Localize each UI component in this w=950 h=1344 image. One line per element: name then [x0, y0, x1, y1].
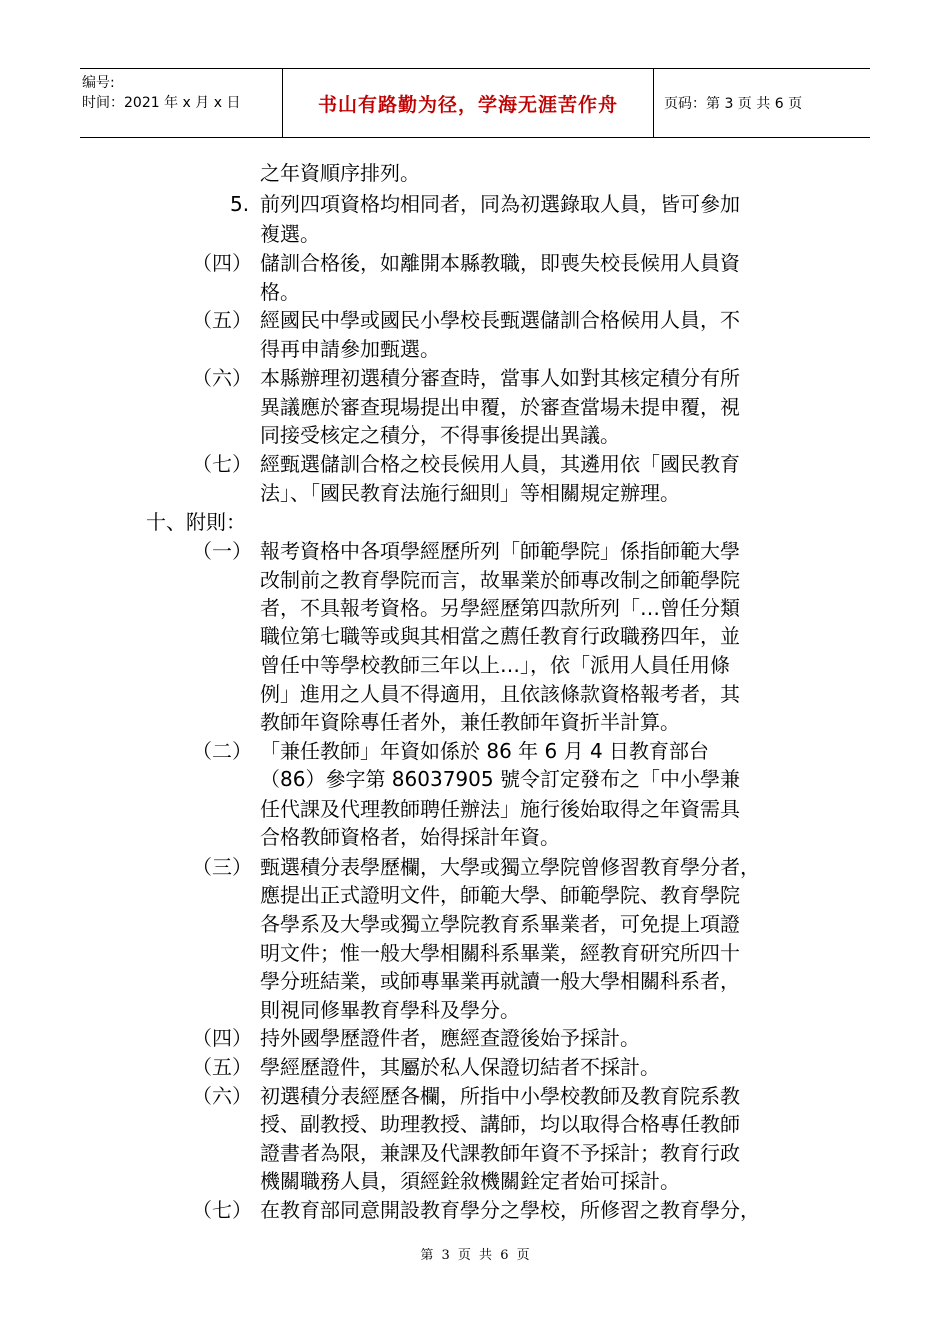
text-line: 改制前之教育學院而言，故畢業於師專改制之師範學院 [260, 568, 740, 592]
text-line: 得再申請參加甄選。 [260, 337, 440, 361]
text-line: 機關職務人員，須經銓敘機關銓定者始可採計。 [260, 1169, 680, 1193]
list-marker: （四） [192, 251, 252, 275]
text-line: 明文件；惟一般大學相關科系畢業，經教育研究所四十 [260, 941, 740, 965]
section-heading: 十、附則： [146, 510, 246, 534]
list-marker: （一） [192, 539, 252, 563]
list-marker: （六） [192, 366, 252, 390]
text-line: 初選積分表經歷各欄，所指中小學校教師及教育院系教 [260, 1084, 740, 1108]
list-marker: （七） [192, 452, 252, 476]
text-line: 各學系及大學或獨立學院教育系畢業者，可免提上項證 [260, 912, 740, 936]
text-line: 報考資格中各項學經歷所列「師範學院」係指師範大學 [260, 539, 740, 563]
text-line: 學分班結業，或師專畢業再就讀一般大學相關科系者， [260, 969, 740, 993]
text-line: 之年資順序排列。 [260, 161, 420, 185]
date-label: 时间：2021 年 x 月 x 日 [82, 95, 241, 111]
text-line: 經甄選儲訓合格之校長候用人員，其遴用依「國民教育 [260, 452, 740, 476]
text-line: 者，不具報考資格。另學經歷第四款所列「…曾任分類 [260, 596, 740, 620]
list-marker: （五） [192, 1055, 252, 1079]
text-line: 證書者為限，兼課及代課教師年資不予採計；教育行政 [260, 1141, 740, 1165]
text-line: 「兼任教師」年資如係於 86 年 6 月 4 日教育部台 [260, 739, 710, 763]
list-marker: （七） [192, 1198, 252, 1222]
doc-number-label: 编号: [82, 75, 115, 91]
text-line: 前列四項資格均相同者，同為初選錄取人員，皆可參加 [260, 192, 740, 216]
text-line: 持外國學歷證件者，應經查證後始予採計。 [260, 1026, 640, 1050]
text-line: 任代課及代理教師聘任辦法」施行後始取得之年資需具 [260, 797, 740, 821]
list-marker: （六） [192, 1084, 252, 1108]
list-marker: 5. [230, 192, 250, 216]
text-line: 職位第七職等或與其相當之薦任教育行政職務四年，並 [260, 624, 740, 648]
text-line: 法」、「國民教育法施行細則」等相關規定辦理。 [260, 481, 680, 505]
text-line: 儲訓合格後，如離開本縣教職，即喪失校長候用人員資 [260, 251, 740, 275]
list-marker: （二） [192, 739, 252, 763]
text-line: 應提出正式證明文件，師範大學、師範學院、教育學院 [260, 883, 740, 907]
list-marker: （五） [192, 308, 252, 332]
text-line: 則視同修畢教育學科及學分。 [260, 998, 520, 1022]
text-line: 格。 [260, 280, 300, 304]
header-meta [80, 69, 282, 137]
page-footer: 第 3 页 共 6 页 [420, 1248, 530, 1263]
page-header [80, 68, 870, 138]
text-line: 合格教師資格者，始得採計年資。 [260, 825, 560, 849]
text-line: 例」進用之人員不得適用，且依該條款資格報考者，其 [260, 682, 740, 706]
text-line: 學經歷證件，其屬於私人保證切結者不採計。 [260, 1055, 660, 1079]
text-line: 同接受核定之積分，不得事後提出異議。 [260, 423, 620, 447]
list-marker: （四） [192, 1026, 252, 1050]
text-line: 教師年資除專任者外，兼任教師年資折半計算。 [260, 710, 680, 734]
text-line: 本縣辦理初選積分審查時，當事人如對其核定積分有所 [260, 366, 740, 390]
text-line: 曾任中等學校教師三年以上…」，依「派用人員任用條 [260, 653, 730, 677]
list-marker: （三） [192, 855, 252, 879]
text-line: （86）參字第 86037905 號令訂定發布之「中小學兼 [260, 767, 740, 791]
header-motto: 书山有路勤为径，学海无涯苦作舟 [282, 69, 654, 137]
text-line: 甄選積分表學歷欄，大學或獨立學院曾修習教育學分者， [260, 855, 760, 879]
header-page-info: 页码：第 3 页 共 6 页 [664, 96, 803, 112]
text-line: 異議應於審查現場提出申覆，於審查當場未提申覆，視 [260, 395, 740, 419]
text-line: 授、副教授、助理教授、講師，均以取得合格專任教師 [260, 1112, 740, 1136]
text-line: 經國民中學或國民小學校長甄選儲訓合格候用人員，不 [260, 308, 740, 332]
text-line: 複選。 [260, 222, 320, 246]
text-line: 在教育部同意開設教育學分之學校，所修習之教育學分， [260, 1198, 760, 1222]
